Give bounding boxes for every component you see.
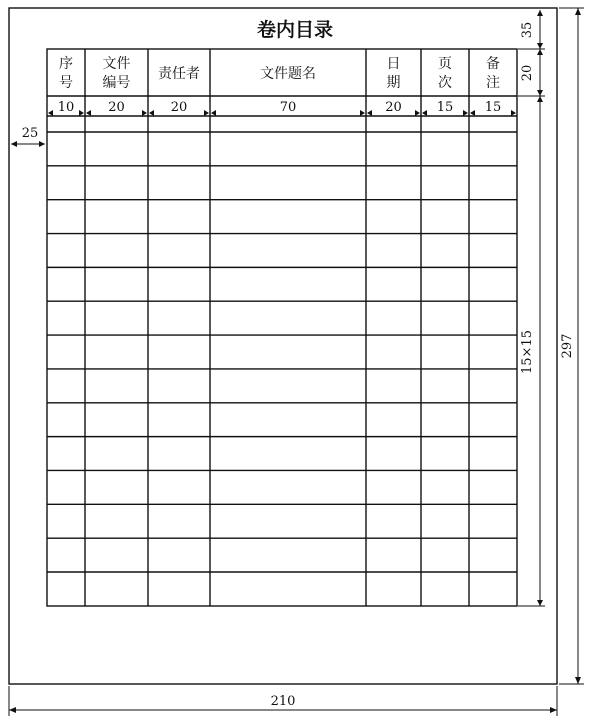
width-arrow-right	[463, 110, 468, 116]
width-arrow-left	[211, 110, 216, 116]
left-margin-dimension	[11, 126, 45, 147]
header-page-line: 次	[438, 75, 452, 91]
width-label-page: 15	[436, 100, 454, 115]
width-arrow-right	[415, 110, 420, 116]
width-label-date: 20	[385, 100, 402, 115]
header-doc-title-line: 文件题名	[260, 66, 316, 82]
width-arrow-left	[367, 110, 372, 116]
width-label-remark: 15	[484, 100, 502, 115]
width-arrow-right	[511, 110, 516, 116]
header-doc-no-line: 文件	[102, 56, 131, 72]
width-arrow-right	[142, 110, 147, 116]
header-date-line: 期	[386, 75, 401, 91]
header-seq-line: 序	[59, 56, 73, 72]
header-date-line: 日	[386, 56, 401, 72]
row-lines	[47, 96, 517, 572]
header-page-line: 页	[438, 56, 452, 72]
width-label-owner: 20	[170, 100, 188, 115]
width-arrow-right	[204, 110, 209, 116]
page-height-label: 297	[560, 333, 575, 359]
column-headers	[59, 56, 500, 91]
top-margin-label: 35	[520, 21, 535, 39]
header-remark-line: 注	[486, 75, 500, 91]
width-label-doc-no: 20	[108, 100, 125, 115]
header-remark-line: 备	[486, 56, 500, 72]
width-arrow-left	[149, 110, 154, 116]
width-arrow-right	[360, 110, 365, 116]
page-height-dimension	[559, 8, 584, 684]
page-width-label: 210	[270, 694, 296, 709]
page-width-dimension	[9, 686, 557, 716]
right-vertical-dimensions	[518, 10, 545, 606]
width-arrow-left	[422, 110, 427, 116]
width-arrow-left	[470, 110, 475, 116]
column-width-labels	[48, 100, 516, 116]
header-doc-no-line: 编号	[102, 75, 131, 91]
width-arrow-left	[86, 110, 91, 116]
left-margin-label: 25	[21, 126, 39, 141]
header-height-label: 20	[520, 64, 535, 82]
width-arrow-left	[48, 110, 53, 116]
header-owner-line: 责任者	[158, 66, 200, 82]
width-label-doc-title: 70	[279, 100, 297, 115]
width-arrow-right	[79, 110, 84, 116]
header-seq-line: 号	[59, 75, 73, 91]
form-title: 卷内目录	[256, 19, 334, 41]
width-label-seq: 10	[57, 100, 75, 115]
rows-spec-label: 15×15	[520, 330, 535, 374]
